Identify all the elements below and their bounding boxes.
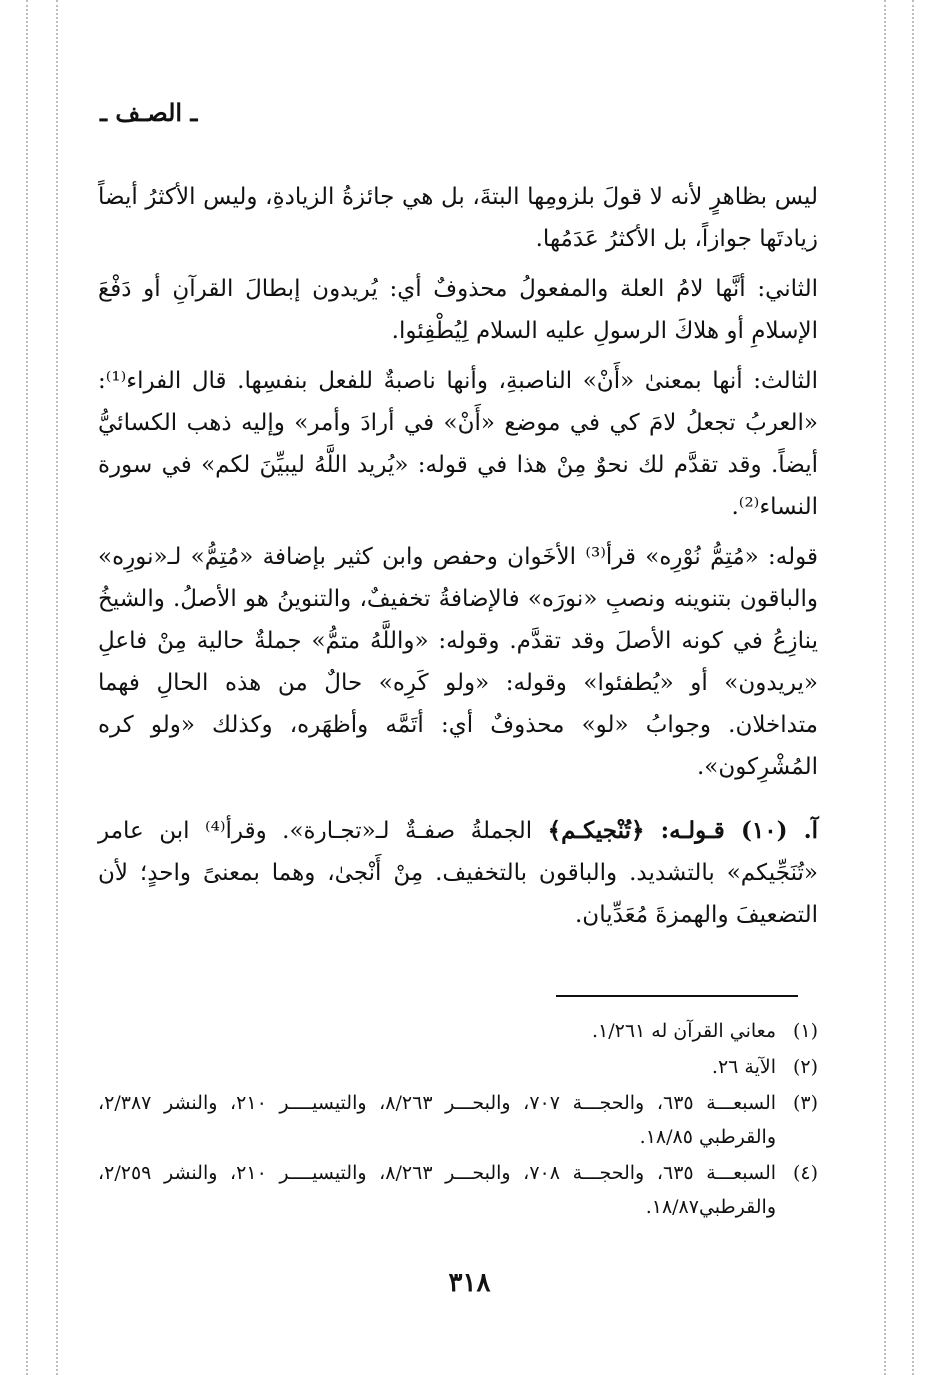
scan-margin-dots-3 — [884, 0, 886, 1375]
running-header: ـ الصـف ـ — [100, 98, 198, 127]
footnote-text: السبعـــة ٦٣٥، والحجـــة ٧٠٨، والبحـــر ٨/٢٦٣، والتيسيــــر ٢١٠، والنشر ٢/٢٥٩، والقرطبي١٨/٨٧. — [98, 1162, 777, 1218]
paragraph-4: قوله: «مُتِمُّ نُوْرِه» قرأ⁽³⁾ الأخَوان وحفص وابن كثير بإضافة «مُتِمُّ» لـ«نورِه» والباقون بتنوينه ونصبِ «نورَه» فالإضافةُ تخفيفٌ، والتنوينُ هو الأصلُ. والشيخُ ينازِعُ في كونه الأصلَ وقد تقدَّم. وقوله: «واللَّهُ متمُّ» جملةٌ حالية مِنْ فاعلِ «يريدون» أو «يُطفئوا» وقوله: «ولو كَرِه» حالٌ من هذه الحالِ فهما متداخلان. وجوابُ «لو» محذوفٌ أي: أتَمَّه وأظهَره، وكذلك «ولو كره المُشْرِكون». — [98, 544, 818, 780]
footnote-2 — [98, 1050, 818, 1084]
footnote-number: (١) — [792, 1020, 818, 1042]
footnote-4 — [98, 1156, 818, 1224]
paragraph-3: الثالث: أنها بمعنىٰ «أَنْ» الناصبةِ، وأنها ناصبةٌ للفعل بنفسِها. قال الفراء⁽¹⁾: «العربُ تجعلُ لامَ كي في موضع «أَنْ» في أرادَ وأمر» وإليه ذهب الكسائيُّ أيضاً. وقد تقدَّم لك نحوٌ مِنْ هذا في قوله: «يُريد اللَّهُ ليبيِّنَ لكم» في سورة النساء⁽²⁾. — [98, 368, 818, 520]
paragraph-1: ليس بظاهرٍ لأنه لا قولَ بلزومِها البتةَ، بل هي جائزةُ الزيادةِ، وليس الأكثرُ أيضاً زيادتَها جوازاً، بل الأكثرُ عَدَمُها. — [98, 184, 818, 252]
footnote-separator — [556, 995, 798, 997]
footnote-text: الآية ٢٦. — [711, 1056, 776, 1078]
scan-margin-dots-2 — [56, 0, 58, 1375]
verse-paragraph — [98, 810, 818, 936]
footnote-text: السبعـــة ٦٣٥، والحجـــة ٧٠٧، والبحـــر ٨/٢٦٣، والتيسيــــر ٢١٠، والنشر ٢/٣٨٧، والقرطبي ١٨/٨٥. — [98, 1092, 777, 1148]
paragraph-2: الثاني: أنَّها لامُ العلة والمفعولُ محذوفٌ أي: يُريدون إبطالَ القرآنِ أو دَفْعَ الإسلامِ أو هلاكَ الرسولِ عليه السلام لِيُطْفِئوا. — [98, 276, 818, 344]
footnote-text: معاني القرآن له ١/٢٦١. — [591, 1020, 776, 1042]
main-text — [98, 176, 818, 944]
footnote-3 — [98, 1086, 818, 1154]
verse-heading: آ. (١٠) قـولـه: ﴿تُنْجيكـم﴾ — [547, 817, 819, 844]
footnote-number: (٢) — [792, 1056, 818, 1078]
footnote-number: (٤) — [792, 1162, 818, 1184]
footnote-1 — [98, 1014, 818, 1048]
footnotes — [98, 1014, 818, 1226]
footnote-number: (٣) — [792, 1092, 818, 1114]
scan-margin-dots-4 — [912, 0, 914, 1375]
verse-text: الجملةُ صفـةٌ لـ«تجـارة». وقرأ⁽⁴⁾ ابن عامر «تُنَجِّيكم» بالتشديد. والباقون بالتخفيف. مِنْ أَنْجىٰ، وهما بمعنىً واحدٍ؛ لأن التضعيفَ والهمزةَ مُعَدِّيان. — [98, 818, 818, 928]
page-number: ٣١٨ — [448, 1268, 491, 1298]
scan-margin-dots-1 — [26, 0, 28, 1375]
